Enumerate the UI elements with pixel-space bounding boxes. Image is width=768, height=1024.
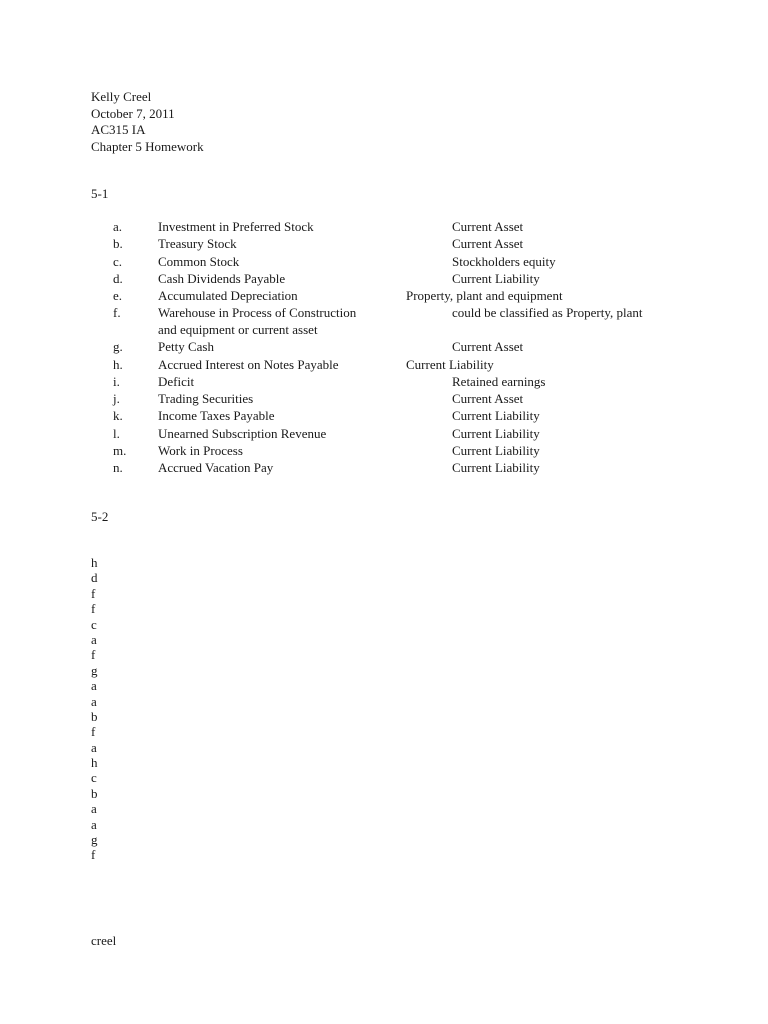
list-item: a bbox=[91, 631, 97, 647]
table-row bbox=[0, 304, 768, 338]
document-date: October 7, 2011 bbox=[91, 105, 175, 121]
table-row bbox=[0, 338, 768, 355]
list-item: f bbox=[91, 647, 96, 663]
row-item: Cash Dividends Payable bbox=[158, 270, 286, 286]
row-letter: h. bbox=[113, 356, 123, 372]
row-item: Common Stock bbox=[158, 253, 240, 269]
row-classification: Current Liability bbox=[406, 356, 494, 372]
table-row bbox=[0, 287, 768, 304]
table-row bbox=[0, 218, 768, 235]
row-letter: f. bbox=[113, 305, 121, 321]
table-row bbox=[0, 442, 768, 459]
row-item-continuation: and equipment or current asset bbox=[158, 322, 318, 338]
table-row bbox=[0, 407, 768, 424]
row-classification: Retained earnings bbox=[452, 373, 546, 389]
row-letter: l. bbox=[113, 425, 120, 441]
row-letter: d. bbox=[113, 270, 123, 286]
list-item: c bbox=[91, 770, 97, 786]
row-letter: n. bbox=[113, 460, 123, 475]
list-item: a bbox=[91, 739, 97, 755]
row-item: Income Taxes Payable bbox=[158, 408, 275, 424]
row-classification: Current Liability bbox=[452, 460, 540, 475]
list-item: c bbox=[91, 616, 97, 632]
list-item: a bbox=[91, 693, 97, 709]
row-item: Trading Securities bbox=[158, 391, 254, 406]
document-title: Chapter 5 Homework bbox=[91, 138, 204, 154]
row-classification: Current Liability bbox=[452, 408, 540, 424]
document-header bbox=[91, 89, 204, 155]
row-classification: Current Liability bbox=[452, 270, 540, 286]
row-item: Accrued Vacation Pay bbox=[158, 460, 274, 475]
row-classification: Current Liability bbox=[452, 425, 540, 441]
list-item: a bbox=[91, 816, 97, 832]
table-row bbox=[0, 390, 768, 407]
row-item: Deficit bbox=[158, 373, 195, 389]
list-item: f bbox=[91, 847, 96, 863]
row-letter: k. bbox=[113, 408, 123, 424]
row-classification: Current Asset bbox=[452, 391, 524, 406]
list-item: g bbox=[91, 832, 98, 848]
row-item: Investment in Preferred Stock bbox=[158, 219, 314, 234]
row-letter: e. bbox=[113, 288, 123, 303]
table-row bbox=[0, 270, 768, 287]
section-5-1-label: 5-1 bbox=[91, 186, 109, 201]
list-item: b bbox=[91, 785, 98, 801]
row-classification: Current Liability bbox=[452, 442, 540, 458]
row-item: Accrued Interest on Notes Payable bbox=[158, 356, 339, 372]
table-row bbox=[0, 459, 768, 476]
list-item: g bbox=[91, 662, 98, 678]
answer-list bbox=[91, 555, 98, 863]
section-5-2-label: 5-2 bbox=[91, 509, 109, 524]
row-letter: j. bbox=[113, 391, 120, 406]
row-letter: a. bbox=[113, 219, 123, 234]
row-item: Treasury Stock bbox=[158, 236, 237, 252]
row-item: Unearned Subscription Revenue bbox=[158, 425, 327, 441]
row-letter: m. bbox=[113, 442, 127, 458]
row-item: Work in Process bbox=[158, 442, 243, 458]
course-code: AC315 IA bbox=[91, 122, 146, 137]
row-item: Accumulated Depreciation bbox=[158, 288, 298, 303]
row-classification: could be classified as Property, plant bbox=[452, 305, 643, 321]
row-letter: i. bbox=[113, 373, 120, 389]
row-classification: Current Asset bbox=[452, 339, 524, 355]
row-item: Petty Cash bbox=[158, 339, 214, 355]
list-item: f bbox=[91, 585, 96, 601]
list-item: f bbox=[91, 601, 96, 617]
table-row bbox=[0, 373, 768, 390]
table-row bbox=[0, 253, 768, 270]
list-item: h bbox=[91, 755, 98, 771]
table-row bbox=[0, 425, 768, 442]
footer-text: creel bbox=[91, 933, 117, 948]
list-item: f bbox=[91, 724, 96, 740]
row-classification: Stockholders equity bbox=[452, 253, 556, 269]
classification-table bbox=[0, 218, 768, 476]
table-row bbox=[0, 235, 768, 252]
list-item: a bbox=[91, 801, 97, 817]
row-item: Warehouse in Process of Construction bbox=[158, 305, 357, 321]
row-classification: Current Asset bbox=[452, 219, 524, 234]
row-letter: g. bbox=[113, 339, 123, 355]
table-row bbox=[0, 356, 768, 373]
list-item: b bbox=[91, 708, 98, 724]
row-classification: Current Asset bbox=[452, 236, 524, 252]
row-classification: Property, plant and equipment bbox=[406, 288, 563, 303]
row-letter: c. bbox=[113, 253, 123, 269]
list-item: d bbox=[91, 570, 98, 586]
list-item: a bbox=[91, 678, 97, 694]
list-item: h bbox=[91, 555, 98, 570]
author-name: Kelly Creel bbox=[91, 89, 152, 104]
row-letter: b. bbox=[113, 236, 123, 252]
